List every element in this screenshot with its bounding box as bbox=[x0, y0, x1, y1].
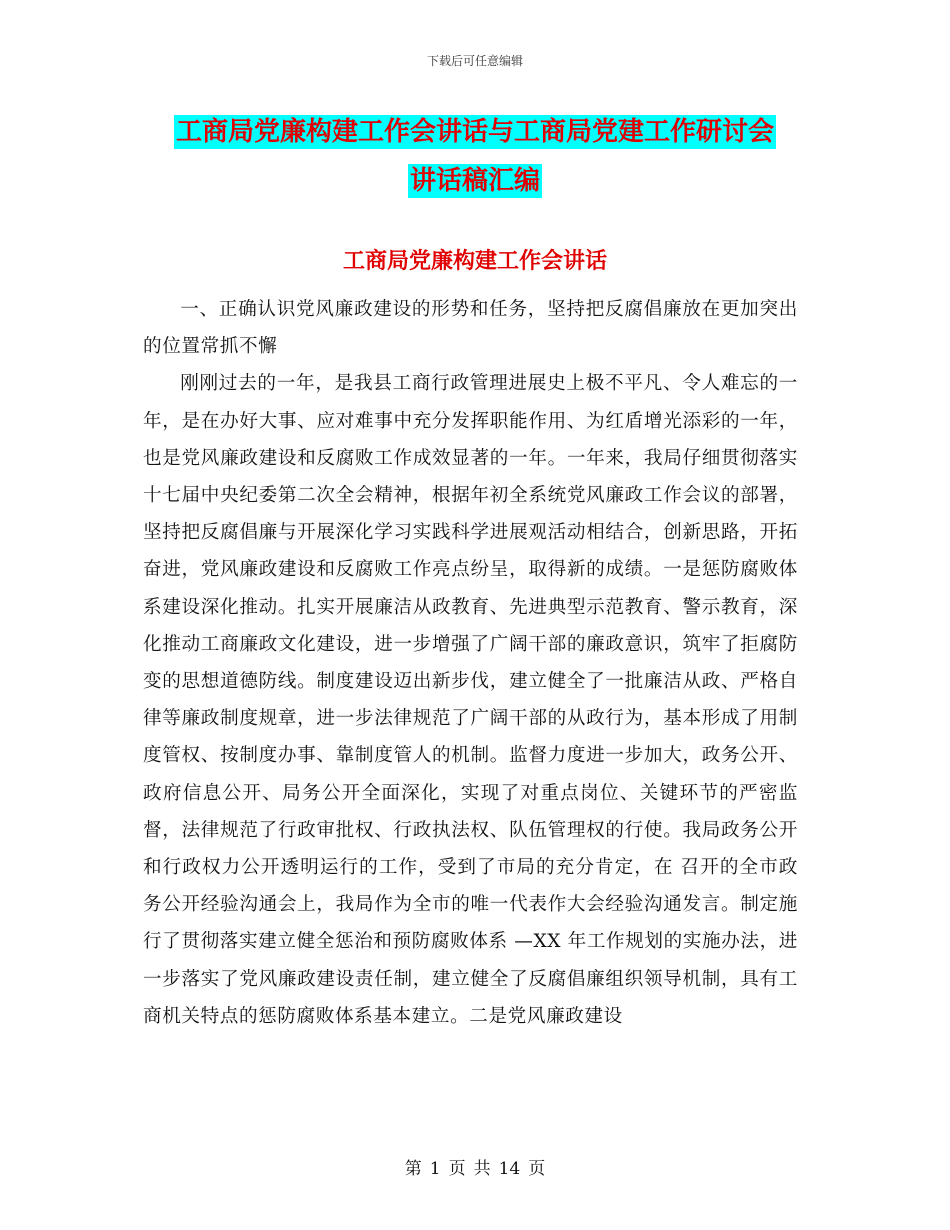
paragraph-heading: 一、正确认识党风廉政建设的形势和任务，坚持把反腐倡廉放在更加突出的位置常抓不懈 bbox=[143, 299, 798, 358]
section-title: 工商局党廉构建工作会讲话 bbox=[342, 248, 607, 274]
footer-total-pages: 14 bbox=[498, 1159, 521, 1179]
footer-total-unit: 页 bbox=[528, 1159, 546, 1179]
document-title-line-2: 讲话稿汇编 bbox=[409, 166, 540, 196]
footer-current-page: 1 bbox=[429, 1159, 441, 1179]
document-title bbox=[140, 108, 810, 206]
footer-total-prefix: 共 bbox=[473, 1159, 491, 1179]
footer-page-unit: 页 bbox=[448, 1159, 466, 1179]
page-footer bbox=[0, 1154, 950, 1179]
paragraph-body: 刚刚过去的一年，是我县工商行政管理进展史上极不平凡、令人难忘的一年，是在办好大事、应对难事中充分发挥职能作用、为红盾增光添彩的一年，也是党风廉政建设和反腐败工作成效显著的一年。一年来，我局仔细贯彻落实十七届中央纪委第二次全会精神，根据年初全系统党风廉政工作会议的部署，坚持把反腐倡廉与开展深化学习实践科学进展观活动相结合，创新思路，开拓奋进，党风廉政建设和反腐败工作亮点纷呈，取得新的成绩。一是惩防腐败体系建设深化推动。扎实开展廉洁从政教育、先进典型示范教育、警示教育，深化推动工商廉政文化建设，进一步增强了广阔干部的廉政意识，筑牢了拒腐防变的思想道德防线。制度建设迈出新步伐，建立健全了一批廉洁从政、严格自律等廉政制度规章，进一步法律规范了广阔干部的从政行为，基本形成了用制度管权、按制度办事、靠制度管人的机制。监督力度进一步加大，政务公开、政府信息公开、局务公开全面深化，实现了对重点岗位、关键环节的严密监督，法律规范了行政审批权、行政执法权、队伍管理权的行使。我局政务公开和行政权力公开透明运行的工作，受到了市局的充分肯定，在 召开的全市政务公开经验沟通会上，我局作为全市的唯一代表作大会经验沟通发言。制定施行了贯彻落实建立健全惩治和预防腐败体系 —XX 年工作规划的实施办法，进一步落实了党风廉政建设责任制，建立健全了反腐倡廉组织领导机制，具有工商机关特点的惩防腐败体系基本建立。二是党风廉政建设 bbox=[143, 373, 798, 1027]
header-note: 下载后可任意编辑 bbox=[426, 54, 523, 68]
document-title-line-1: 工商局党廉构建工作会讲话与工商局党建工作研讨会 bbox=[175, 117, 774, 147]
footer-prefix: 第 bbox=[404, 1159, 422, 1179]
body-text bbox=[143, 291, 798, 1035]
